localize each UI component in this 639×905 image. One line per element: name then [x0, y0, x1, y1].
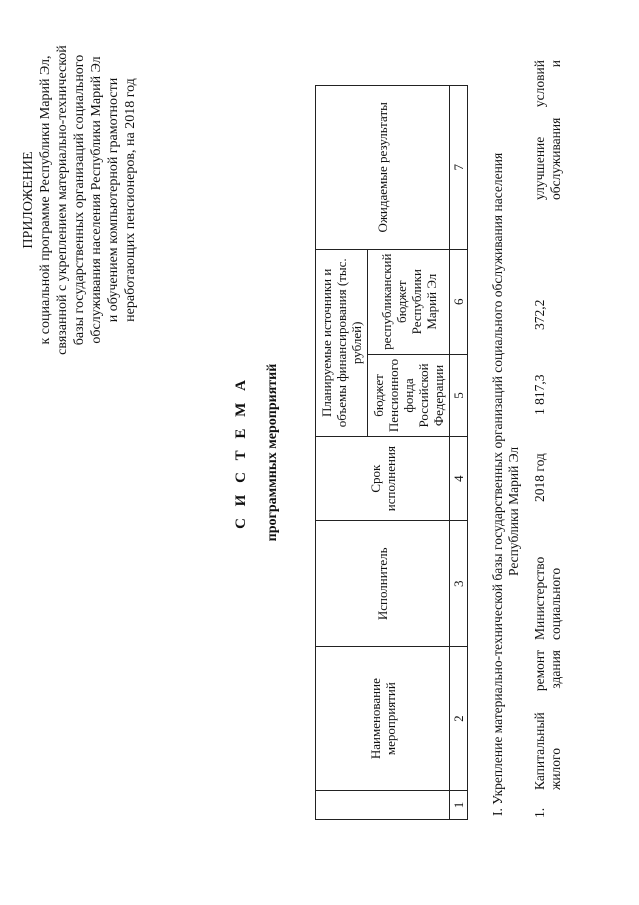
header-cell-blank [316, 790, 450, 819]
appendix-line: к социальной программе Республики Марий Эл, [38, 55, 53, 345]
row-measure-name [532, 650, 564, 790]
text-fragment: социального [548, 567, 563, 640]
column-number: 2 [450, 647, 468, 791]
row-executor [532, 510, 564, 640]
text-fragment: здания [548, 650, 563, 689]
text-fragment: ремонт [532, 650, 547, 692]
row-number: 1. [532, 807, 547, 818]
appendix-line: и обучением компьютерной грамотности [106, 77, 121, 323]
document-title: С И С Т Е М А [233, 376, 249, 529]
appendix-line: связанной с укреплением материально-технической [55, 45, 70, 355]
section-title [490, 80, 522, 820]
text-fragment: условий [532, 60, 547, 108]
column-number: 1 [450, 790, 468, 819]
appendix-line: базы государственных организаций социального [72, 54, 87, 346]
column-number: 7 [450, 86, 468, 250]
text-fragment: обслуживания [548, 117, 563, 200]
text-fragment: жилого [548, 748, 563, 790]
section-title-line2: Республики Марий Эл [506, 446, 521, 576]
table-body [490, 60, 592, 820]
header-financing: Планируемые источники и объемы финансирования (тыс. рублей) [316, 249, 368, 437]
text-fragment: и [548, 60, 563, 68]
document-subtitle: программных мероприятий [265, 363, 280, 542]
column-number: 4 [450, 437, 468, 521]
row-term: 2018 год [532, 453, 547, 502]
text-fragment: Капитальный [532, 712, 547, 790]
text-fragment: Министерство [532, 556, 547, 640]
appendix-line: неработающих пенсионеров, на 2018 год [123, 78, 138, 322]
appendix-title: ПРИЛОЖЕНИЕ [21, 151, 36, 249]
column-number: 6 [450, 249, 468, 354]
header-name: Наименование мероприятий [316, 647, 450, 791]
header-executor: Исполнитель [316, 521, 450, 647]
table-header-row [316, 86, 368, 820]
column-number-row [450, 86, 468, 820]
text-fragment: улучшение [532, 136, 547, 200]
section-title-line1: I. Укрепление материально-технической базы государственных организаций социального обслуживания населения [490, 152, 505, 816]
column-number: 5 [450, 354, 468, 436]
measures-table [315, 85, 468, 820]
appendix-block [20, 35, 139, 365]
header-term: Срок исполнения [316, 437, 450, 521]
row-pfr-amount: 1 817,3 [532, 374, 547, 415]
row-rme-amount: 372,2 [532, 299, 547, 330]
table-row [532, 60, 592, 820]
header-rme-budget: республиканский бюджет Республики Марий Эл [368, 249, 450, 354]
header-results: Ожидаемые результаты [316, 86, 450, 250]
column-number: 3 [450, 521, 468, 647]
appendix-line: обслуживания населения Республики Марий Эл [89, 56, 104, 344]
row-expected-results [532, 60, 564, 200]
header-pfr-budget: бюджет Пенсионного фонда Российской Федерации [368, 354, 450, 436]
